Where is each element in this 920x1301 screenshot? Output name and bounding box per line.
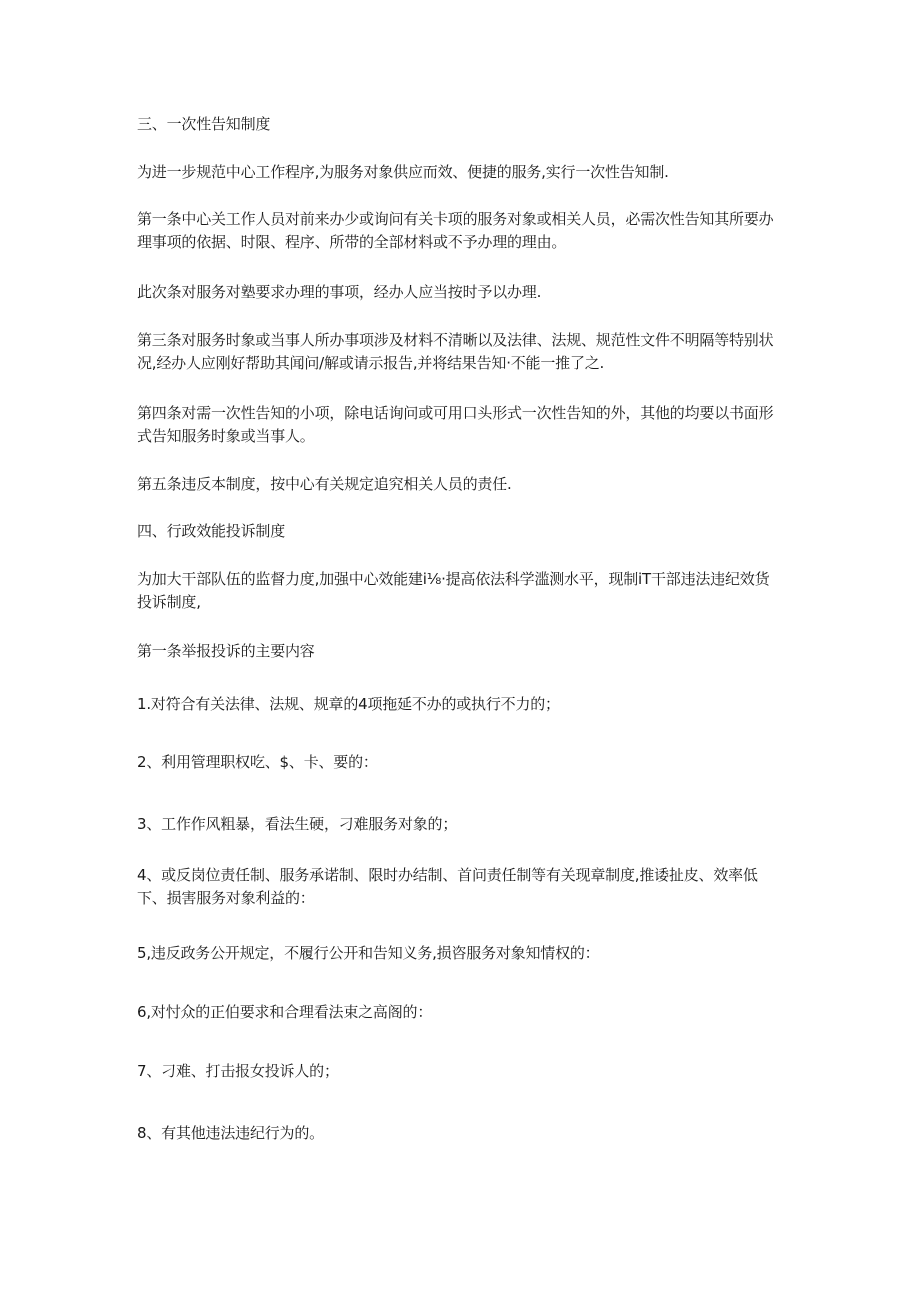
paragraph-article-3: 第三条对服务时象或当事人所办事项涉及材料不清晰以及法律、法规、规范性文件不明隔等特别状况,经办人应刚好帮助其闻问/解或请示报告,并将结果告知·不能一推了之. [137,331,774,372]
paragraph-intro-notice: 为进一步规范中心工作程序,为服务对象供应而效、便捷的服务,实行一次性告知制. [137,163,669,181]
section-heading-complaint: 四、行政效能投诉制度 [137,522,286,540]
section-heading-one-time-notice: 三、一次性告知制度 [137,115,271,133]
list-item-8: 8、有其他违法违纪行为的。 [137,1124,324,1142]
paragraph-article-5: 第五条违反本制度，按中心有关规定追究相关人员的责任. [137,475,512,493]
list-item-4: 4、或反岗位责任制、服务承诺制、限时办结制、首问责任制等有关现章制度,推诿扯皮、效率低下、损害服务对象利益的： [137,866,758,907]
paragraph-article-4: 第四条对需一次性告知的小项，除电话询问或可用口头形式一次性告知的外，其他的均要以书面形式告知服务时象或当事人。 [137,404,774,445]
list-item-1: 1.对符合有关法律、法规、规章的4项拖延不办的或执行不力的； [137,695,560,713]
list-item-3: 3、工作作风粗暴，看法生硬，刁难服务对象的； [137,815,458,833]
paragraph-complaint-article-1: 第一条举报投诉的主要内容 [137,642,315,660]
list-item-7: 7、刁难、打击报女投诉人的； [137,1062,339,1080]
paragraph-article-1: 第一条中心关工作人员对前来办少或询问有关卡项的服务对象或相关人员，必需次性告知其所要办理事项的依据、时限、程序、所带的全部材料或不予办理的理由。 [137,210,774,251]
paragraph-intro-complaint: 为加大干部队伍的监督力度,加强中心效能建i⅛·提高依法科学滥测水平，现制iT干部违法违纪效货投诉制度, [137,570,770,611]
list-item-2: 2、利用管理职权吃、$、卡、要的： [137,753,378,771]
paragraph-article-2: 此次条对服务对塾要求办理的事项，经办人应当按时予以办理. [137,283,542,301]
list-item-5: 5,违反政务公开规定，不履行公开和告知义务,损咨服务对象知情权的： [137,944,600,962]
list-item-6: 6,对忖众的正伯要求和合理看法束之高阁的： [137,1003,433,1021]
